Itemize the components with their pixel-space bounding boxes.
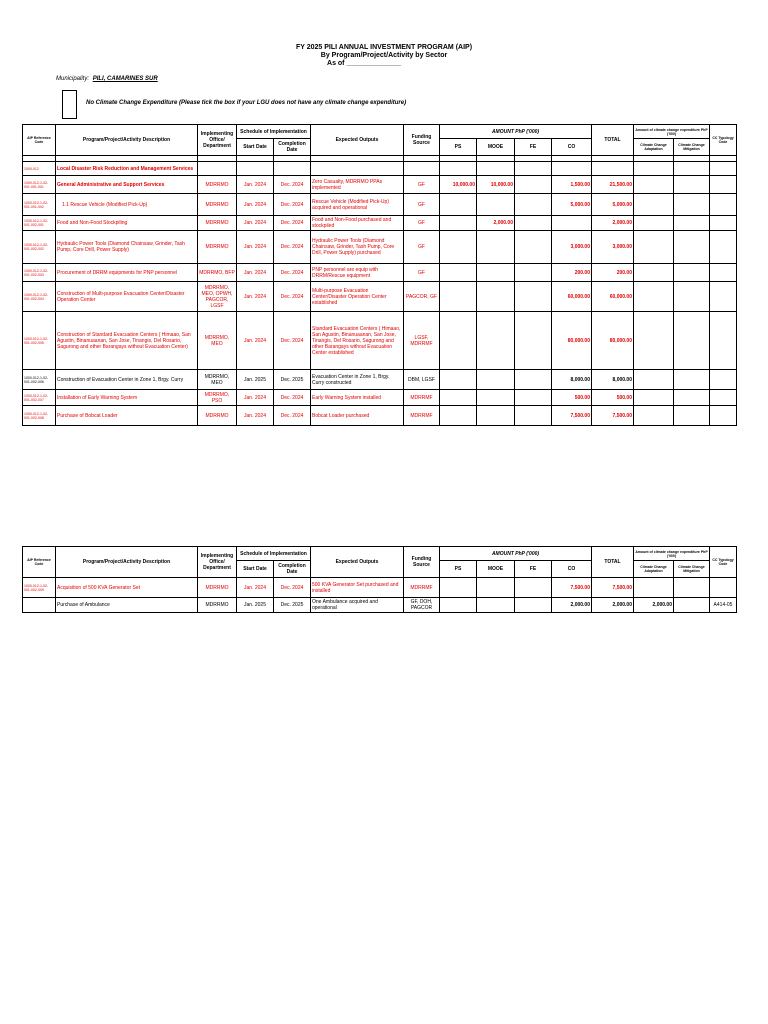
cell-typ [710,176,737,194]
cell-outputs: PNP personnel are equip with DRRM/Rescue equipment [311,264,404,282]
cell-cca [634,312,674,370]
cell-mooe [477,406,515,426]
cell-fund: DBM, LGSF [404,370,440,390]
col-mooe-header: MOOE [477,139,515,156]
cell-total: 7,500.00 [592,578,634,598]
cell-start: Jan. 2024 [237,231,274,264]
table-row [23,370,737,390]
cell-desc: Hydraulic Power Tools (Diamond Chainsaw, Grinder, Tash Pump, Core Drill, Power Supply) [56,231,198,264]
cell-start [237,162,274,176]
cell-desc: Acquisition of 500 KVA Generator Set [56,578,198,598]
cell-ccm [674,312,710,370]
cell-total [592,162,634,176]
cell-typ [710,312,737,370]
table-row [23,176,737,194]
col-funding-header: Funding Source [404,547,440,578]
col-office-header: Implementing Office/ Department [198,547,237,578]
cell-ccm [674,406,710,426]
col-completion-header: Completion Date [274,139,311,156]
col-total-header: TOTAL [592,125,634,156]
cell-total: 200.00 [592,264,634,282]
cell-fund: GF [404,216,440,231]
cell-mooe [477,194,515,216]
cell-end: Dec. 2025 [274,370,311,390]
cell-cca [634,194,674,216]
cell-typ [710,264,737,282]
cell-fe [515,578,552,598]
cell-end: Dec. 2024 [274,390,311,406]
cell-outputs: One Ambulance acquired and operational [311,598,404,613]
cell-start: Jan. 2025 [237,598,274,613]
cell-ps [440,194,477,216]
cell-ps [440,231,477,264]
cell-outputs: Multi-purpose Evacuation Center/Disaster Operation Center established [311,282,404,312]
cell-typ [710,406,737,426]
cell-typ [710,282,737,312]
cell-typ [710,194,737,216]
cell-cca [634,578,674,598]
cell-outputs: Standard Evacuation Centers ( Himaao, San Agustin, Binanuaanan, San Jose, Tinangis, Del Rosario, Sagurong and other Barangays without Evacuation Center established [311,312,404,370]
cell-fe [515,194,552,216]
cell-start: Jan. 2024 [237,406,274,426]
cell-fund: MDRRMF [404,390,440,406]
col-start-header: Start Date [237,139,274,156]
cell-ref: 1000-012-1-02-001-002-001 [23,216,56,231]
table-row [23,578,737,598]
cell-mooe: 10,000.00 [477,176,515,194]
cell-typ: A414-05 [710,598,737,613]
col-ref-header: AIP Reference Code [23,125,56,156]
cell-ps [440,312,477,370]
cell-mooe: 2,000.00 [477,216,515,231]
cell-typ [710,390,737,406]
cell-start: Jan. 2024 [237,194,274,216]
col-schedule-header: Schedule of Implementation [237,125,311,139]
table-row [23,216,737,231]
col-co-header: CO [552,139,592,156]
cell-typ [710,162,737,176]
cell-office: MDRRMO, MEO [198,370,237,390]
cell-cca [634,264,674,282]
cell-cca [634,162,674,176]
municipality-label: Municipality: [56,76,90,82]
col-desc-header: Program/Project/Activity Description [56,125,198,156]
table-row [23,194,737,216]
cell-fe [515,162,552,176]
cell-cca [634,282,674,312]
cell-total: 21,500.00 [592,176,634,194]
col-ref-header: AIP Reference Code [23,547,56,578]
cell-ps [440,598,477,613]
cell-cca [634,231,674,264]
col-outputs-header: Expected Outputs [311,125,404,156]
cell-ref: 1000-012-1-02-001-001-001 [23,176,56,194]
cell-start: Jan. 2024 [237,282,274,312]
cell-ps [440,406,477,426]
cell-ps [440,390,477,406]
cell-co: 2,000.00 [552,598,592,613]
cell-fe [515,406,552,426]
cell-desc: General Administrative and Support Services [56,176,198,194]
col-fe-header: FE [515,139,552,156]
cell-start: Jan. 2024 [237,390,274,406]
cell-ps [440,282,477,312]
cell-cca [634,406,674,426]
cell-fe [515,390,552,406]
cell-ref: 1000-012-1-02-001-002-004 [23,282,56,312]
cell-start: Jan. 2024 [237,264,274,282]
col-cca-header: Climate Change Adaptation [634,139,674,156]
cell-ccm [674,231,710,264]
cell-mooe [477,578,515,598]
cell-total: 8,000.00 [592,370,634,390]
col-total-header: TOTAL [592,547,634,578]
cell-fund [404,162,440,176]
cell-desc: 1.1 Rescue Vehicle (Modified Pick-Up) [56,194,198,216]
col-ccm-header: Climate Change Mitigation [674,561,710,578]
cell-end [274,162,311,176]
cell-co: 60,000.00 [552,282,592,312]
cell-cca [634,370,674,390]
cell-fe [515,598,552,613]
cell-mooe [477,390,515,406]
cell-office: MDRRMO [198,231,237,264]
cell-office: MDRRMO [198,194,237,216]
cell-mooe [477,598,515,613]
cell-ccm [674,390,710,406]
cell-total: 5,000.00 [592,194,634,216]
document-title: FY 2025 PILI ANNUAL INVESTMENT PROGRAM (AIP) [295,44,473,51]
col-amount-header: AMOUNT PhP ('000) [440,125,592,139]
municipality-line [56,76,158,82]
cell-co: 7,500.00 [552,406,592,426]
cell-ref: 1000-012-1-02-001-002-003 [23,264,56,282]
document-subtitle: By Program/Project/Activity by Sector [320,52,448,59]
cell-fe [515,216,552,231]
table-row [23,162,737,176]
col-ps-header: PS [440,139,477,156]
cell-total: 500.00 [592,390,634,406]
cell-mooe [477,370,515,390]
cell-outputs: Zero Casualty, MDRRMO PPAs implemented [311,176,404,194]
cell-ccm [674,370,710,390]
cell-end: Dec. 2025 [274,598,311,613]
cell-ref: 1000-012-1-02-001-002-009 [23,578,56,598]
col-co-header: CO [552,561,592,578]
col-schedule-header: Schedule of Implementation [237,547,311,561]
cell-mooe [477,312,515,370]
col-fe-header: FE [515,561,552,578]
cell-start: Jan. 2024 [237,312,274,370]
table-row [23,598,737,613]
cell-office: MDRRMO, PSO [198,390,237,406]
cell-office: MDRRMO [198,578,237,598]
cell-end: Dec. 2024 [274,231,311,264]
cell-ref: 1000-012-1-02-001-002-002 [23,231,56,264]
cell-ccm [674,162,710,176]
cell-ref: 1000-012-1-02-001-002-007 [23,390,56,406]
cell-end: Dec. 2024 [274,282,311,312]
table-row [23,282,737,312]
cell-office: MDRRMO, MEO [198,312,237,370]
col-ps-header: PS [440,561,477,578]
cell-fe [515,312,552,370]
cell-fe [515,231,552,264]
cell-typ [710,370,737,390]
cell-end: Dec. 2024 [274,312,311,370]
cell-fund: MDRRMF [404,578,440,598]
cell-desc: Construction of Evacuation Center in Zone 1, Brgy. Curry [56,370,198,390]
cell-end: Dec. 2024 [274,216,311,231]
cell-ps [440,264,477,282]
aip-table-2 [22,546,737,613]
cell-co: 1,500.00 [552,176,592,194]
cell-outputs: Rescue Vehicle (Modified Pick-Up) acquired and operational [311,194,404,216]
cell-fe [515,176,552,194]
cell-office [198,162,237,176]
no-climate-change-checkbox[interactable] [62,90,77,119]
col-completion-header: Completion Date [274,561,311,578]
cell-ref [23,598,56,613]
cell-mooe [477,231,515,264]
cell-ps [440,162,477,176]
cell-fund: GF, DOH, PAGCOR [404,598,440,613]
col-cca-header: Climate Change Adaptation [634,561,674,578]
cell-co: 8,000.00 [552,370,592,390]
col-cc-amount-header: Amount of climate change expenditure PhP ('000) [634,125,710,139]
cell-co: 5,000.00 [552,194,592,216]
cell-total: 3,000.00 [592,231,634,264]
cell-co: 500.00 [552,390,592,406]
cell-desc: Installation of Early Warning System [56,390,198,406]
cell-ccm [674,194,710,216]
cell-outputs: Bobcat Loader purchased [311,406,404,426]
cell-ref: 1000-012-1-02-001-001-002 [23,194,56,216]
col-amount-header: AMOUNT PhP ('000) [440,547,592,561]
cell-ps [440,216,477,231]
cell-ps: 10,000.00 [440,176,477,194]
cell-ref: 1000-012-1-02-001-002-005 [23,312,56,370]
cell-end: Dec. 2024 [274,264,311,282]
cell-ps [440,578,477,598]
cell-office: MDRRMO, MEO, OPWH, PAGCOR, LGSF [198,282,237,312]
cell-end: Dec. 2024 [274,406,311,426]
no-climate-change-note: No Climate Change Expenditure (Please tick the box if your LGU does not have any climate change expenditure) [86,100,407,106]
cell-mooe [477,264,515,282]
col-cc-amount-header: Amount of climate change expenditure PhP ('000) [634,547,710,561]
cell-desc: Purchase of Ambulance [56,598,198,613]
cell-total: 80,000.00 [592,312,634,370]
table-row [23,264,737,282]
cell-start: Jan. 2025 [237,370,274,390]
cell-start: Jan. 2024 [237,176,274,194]
cell-cca [634,390,674,406]
cell-ref: 1000-012-1-02-001-002-008 [23,406,56,426]
col-office-header: Implementing Office/ Department [198,125,237,156]
cell-office: MDRRMO [198,216,237,231]
cell-fund: GF [404,194,440,216]
cell-fe [515,282,552,312]
cell-outputs [311,162,404,176]
cell-start: Jan. 2024 [237,216,274,231]
cell-cca [634,176,674,194]
col-funding-header: Funding Source [404,125,440,156]
cell-fund: PAGCOR, GF [404,282,440,312]
cell-ref: 1000-012 [23,162,56,176]
table-row [23,406,737,426]
cell-co [552,162,592,176]
cell-outputs: Hydraulic Power Tools (Diamond Chainsaw, Grinder, Tash Pump, Core Drill, Power Supply) purchased [311,231,404,264]
cell-total: 2,000.00 [592,598,634,613]
cell-fund: MDRRMF [404,406,440,426]
cell-outputs: Evacuation Center in Zone 1, Brgy. Curry constructed [311,370,404,390]
cell-typ [710,216,737,231]
cell-mooe [477,282,515,312]
cell-ccm [674,578,710,598]
col-typology-header: CC Typology Code [710,547,737,578]
municipality-value: PILI, CAMARINES SUR [92,76,158,82]
col-typology-header: CC Typology Code [710,125,737,156]
cell-ccm [674,176,710,194]
col-outputs-header: Expected Outputs [311,547,404,578]
table-row [23,312,737,370]
cell-end: Dec. 2024 [274,578,311,598]
cell-co [552,216,592,231]
table-row [23,390,737,406]
col-start-header: Start Date [237,561,274,578]
cell-cca: 2,000.00 [634,598,674,613]
aip-table-1 [22,124,737,426]
cell-office: MDRRMO [198,176,237,194]
cell-cca [634,216,674,231]
cell-desc: Purchase of Bobcat Loader [56,406,198,426]
cell-fund: GF [404,231,440,264]
as-of-line: As of ______________ [327,60,401,67]
cell-ccm [674,216,710,231]
cell-fund: GF [404,176,440,194]
cell-ref: 1000-012-1-02-001-002-006 [23,370,56,390]
cell-co: 3,000.00 [552,231,592,264]
cell-start: Jan. 2024 [237,578,274,598]
cell-outputs: 500 KVA Generator Set purchased and installed [311,578,404,598]
table-row [23,231,737,264]
cell-ccm [674,264,710,282]
cell-end: Dec. 2024 [274,194,311,216]
cell-office: MDRRMO, BFP [198,264,237,282]
col-desc-header: Program/Project/Activity Description [56,547,198,578]
cell-total: 2,000.00 [592,216,634,231]
cell-desc: Local Disaster Risk Reduction and Management Services [56,162,198,176]
cell-fund: LGSF, MDRRMF [404,312,440,370]
cell-outputs: Early Warning System installed [311,390,404,406]
cell-mooe [477,162,515,176]
col-mooe-header: MOOE [477,561,515,578]
cell-co: 200.00 [552,264,592,282]
cell-total: 7,500.00 [592,406,634,426]
cell-outputs: Food and Non-Food purchased and stockpiled [311,216,404,231]
cell-ccm [674,282,710,312]
col-ccm-header: Climate Change Mitigation [674,139,710,156]
cell-desc: Food and Non-Food Stockpiling [56,216,198,231]
cell-end: Dec. 2024 [274,176,311,194]
cell-ps [440,370,477,390]
cell-office: MDRRMO [198,598,237,613]
cell-ccm [674,598,710,613]
cell-desc: Procurement of DRRM equipments for PNP personnel [56,264,198,282]
cell-office: MDRRMO [198,406,237,426]
cell-total: 60,000.00 [592,282,634,312]
cell-desc: Construction of Multi-purpose Evacuation Center/Disaster Operation Center [56,282,198,312]
cell-co: 80,000.00 [552,312,592,370]
cell-fe [515,370,552,390]
cell-fund: GF [404,264,440,282]
cell-typ [710,231,737,264]
cell-typ [710,578,737,598]
cell-desc: Construction of Standard Evacuation Centers ( Himaao, San Agustin, Binanuaanan, San Jose, Tinangis, Del Rosario, Sagurong and other Barangays without Evacuation Center) [56,312,198,370]
cell-fe [515,264,552,282]
cell-co: 7,500.00 [552,578,592,598]
